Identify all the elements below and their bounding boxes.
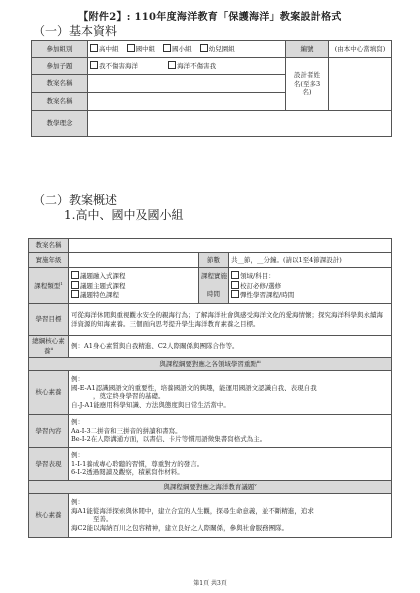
checkbox-icon[interactable]	[168, 61, 176, 69]
ocean-header: 與課程綱要對應之海洋教育議題$^v$	[29, 480, 392, 493]
checkbox-icon[interactable]	[231, 271, 239, 279]
grade-value[interactable]	[69, 253, 199, 268]
core-literacy-label: 總綱核心素養$^{ii}$	[29, 336, 69, 358]
course-type-label: 課程類型$^1$	[29, 268, 69, 304]
group-option-kindergarten[interactable]: 幼兒園組	[200, 44, 235, 54]
topic-option-1[interactable]: 我不傷害海洋	[90, 61, 138, 71]
philosophy-label: 教學理念	[32, 111, 88, 137]
basic-info-table	[31, 40, 392, 137]
checkbox-icon[interactable]	[163, 44, 171, 52]
checkbox-icon[interactable]	[71, 290, 79, 298]
slot-option-school[interactable]: 校訂必修/選修	[231, 281, 389, 291]
designer-label: 設計者姓名(至多3名)	[286, 58, 329, 111]
checkbox-icon[interactable]	[71, 281, 79, 289]
checkbox-icon[interactable]	[200, 44, 208, 52]
philosophy-value[interactable]	[88, 111, 392, 137]
plan-name-value[interactable]	[88, 75, 286, 93]
slot-options	[229, 268, 392, 304]
checkbox-icon[interactable]	[231, 290, 239, 298]
section-basic-heading: （一）基本資料	[33, 24, 118, 38]
checkbox-icon[interactable]	[71, 271, 79, 279]
slot-label: 課程實施 時間	[199, 268, 229, 304]
checkbox-icon[interactable]	[127, 44, 135, 52]
group-option-junior[interactable]: 國中組	[127, 44, 156, 54]
code-label: 編號	[286, 41, 329, 58]
plan-name-label-2: 教案名稱	[32, 93, 88, 111]
content-label: 學習內容	[29, 414, 69, 447]
topic-label: 參加子題	[32, 58, 88, 75]
type-option-feature[interactable]: 議題特色課程	[71, 290, 196, 300]
section-overview-heading: （二）教案概述	[33, 193, 118, 207]
slot-option-domain[interactable]: 領域/科目：	[231, 271, 389, 281]
topic-option-2[interactable]: 海洋不傷害我	[168, 61, 216, 71]
group-option-elementary[interactable]: 國小組	[163, 44, 192, 54]
plan-name-value-2[interactable]	[88, 93, 286, 111]
section-overview-subheading: 1.高中、國中及國小組	[64, 208, 184, 222]
page-footer: 第1頁 共3頁	[193, 580, 227, 587]
plan-name-value[interactable]	[69, 239, 392, 253]
plan-name-label: 教案名稱	[29, 239, 69, 253]
ocean-literacy-label: 核心素養	[29, 493, 69, 537]
literacy-text: 例： 國-E-A1認識國語文的重要性，培養國語文的興趣，能運用國語文認識自我、表現自我 ，奠定終身學習的基礎。 自-J-A1能應用科學知識、方法與態度與日常生活當中。	[69, 370, 392, 414]
group-options	[88, 41, 286, 58]
literacy-label: 核心素養	[29, 370, 69, 414]
link-header: 與課程綱要對應之各領域學習重點$^{iii}$	[29, 358, 392, 371]
topic-options	[88, 58, 286, 75]
periods-value[interactable]: 共__節，__分鐘。(請以1至4節課設計)	[229, 253, 392, 268]
designer-value[interactable]	[329, 58, 392, 111]
performance-text: 例： 1-I-1養成專心聆聽的習慣，尊重對方的發言。 6-I-2透過閱讀及觀察，積累寫作材料。	[69, 447, 392, 480]
plan-overview-table	[28, 238, 392, 538]
plan-name-label: 教案名稱	[32, 75, 88, 93]
document-title: 【附件2】: 110年度海洋教育「保護海洋」教案設計格式	[78, 12, 342, 23]
code-value: (由本中心當填寫)	[329, 41, 392, 58]
grade-label: 實施年級	[29, 253, 69, 268]
goal-label: 學習目標	[29, 304, 69, 336]
group-label: 參加組別	[32, 41, 88, 58]
goal-text: 可從海洋休閒與重視觀水安全的親海行為；了解海洋社會與感受海洋文化的愛海情懷；探究海洋科學與永續海洋資源的知海素養。三個面向思考提升學生海洋教育素養之目標。	[69, 304, 392, 336]
ocean-literacy-text: 例： 海A1能從海洋探索與休閒中，建立合宜的人生觀，探尋生命意義，並不斷精進，追求 至善。 海C2能以海納百川之包容精神，建立良好之人際關係，參與社會服務團隊。	[69, 493, 392, 537]
checkbox-icon[interactable]	[231, 281, 239, 289]
slot-option-flexible[interactable]: 彈性學習課程/時間	[231, 290, 389, 300]
checkbox-icon[interactable]	[90, 61, 98, 69]
content-text: 例： Aa-I-3二拼音和三拼音的拼讀和書寫。 Be-I-2在人際溝通方面，以書信、卡片等慣用語徵集書寫格式為主。	[69, 414, 392, 447]
group-option-senior[interactable]: 高中組	[90, 44, 119, 54]
core-literacy-text: 例：A1身心素質與自我精進、C2人際關係與團隊合作等。	[69, 336, 392, 358]
periods-label: 節數	[199, 253, 229, 268]
type-option-infused[interactable]: 議題融入式課程	[71, 271, 196, 281]
checkbox-icon[interactable]	[90, 44, 98, 52]
performance-label: 學習表現	[29, 447, 69, 480]
course-type-options	[69, 268, 199, 304]
type-option-thematic[interactable]: 議題主題式課程	[71, 281, 196, 291]
